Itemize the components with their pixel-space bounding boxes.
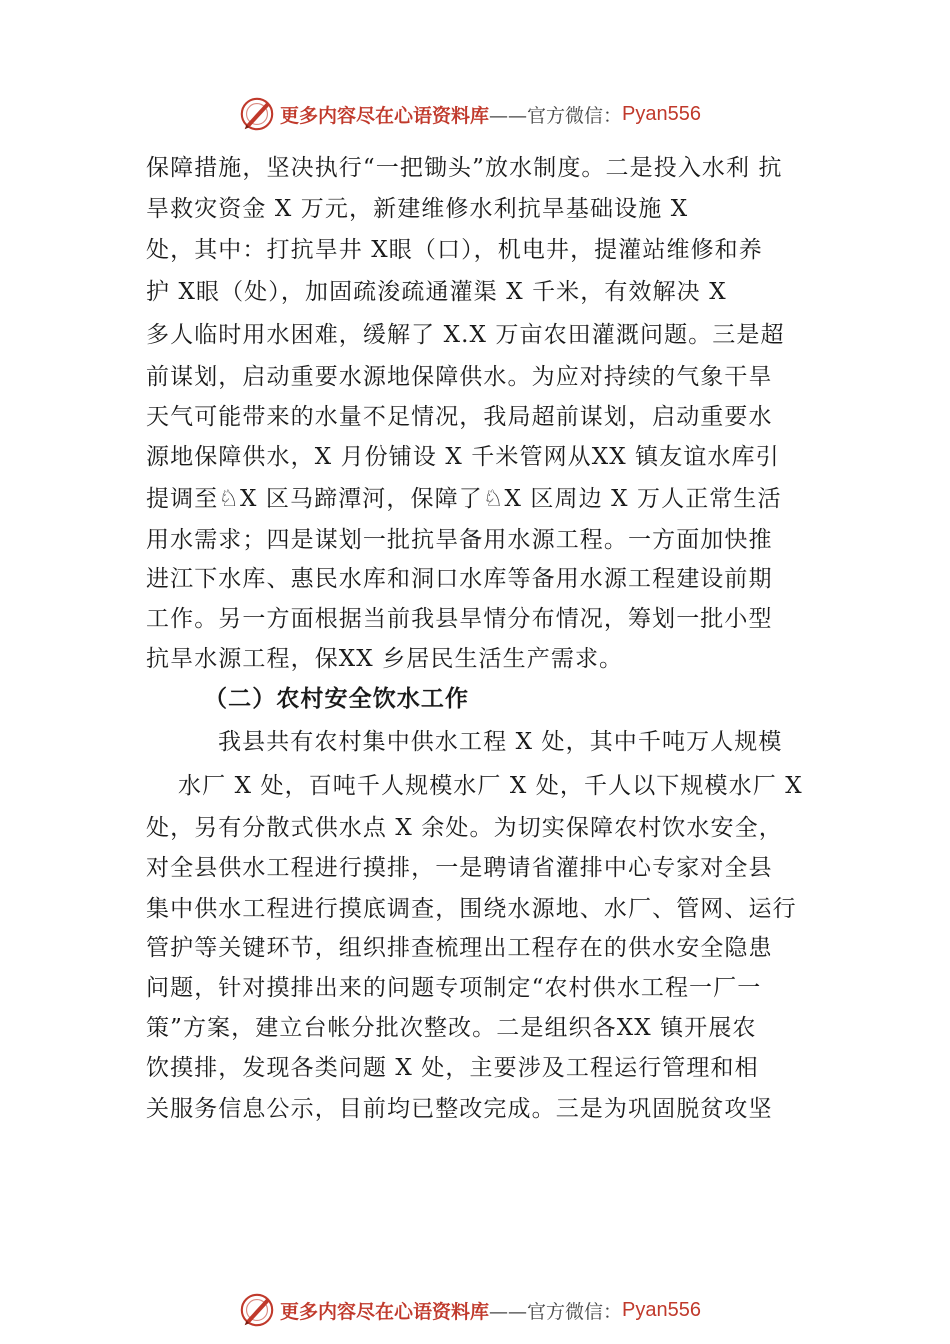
footer-banner [238, 1290, 701, 1330]
body-line: 抗旱水源工程，保XX 乡居民生活生产需求。 [146, 646, 624, 672]
body-line: 水厂 X 处，百吨千人规模水厂 X 处，千人以下规模水厂 X [178, 773, 803, 799]
body-line: 处，其中：打抗旱井 X眼（口），机电井，提灌站维修和养 [146, 237, 763, 263]
body-line: 管护等关键环节，组织排查梳理出工程存在的供水安全隐患 [146, 935, 773, 961]
body-line: 我县共有农村集中供水工程 X 处，其中千吨万人规模 [218, 729, 783, 755]
body-line: 保障措施，坚决执行“一把锄头”放水制度。二是投入水利 抗 [146, 155, 783, 181]
banner-wechat-id: Pyan556 [622, 1298, 701, 1321]
body-line: 源地保障供水，X 月份铺设 X 千米管网从XX 镇友谊水库引 [146, 444, 780, 470]
body-line: 饮摸排，发现各类问题 X 处，主要涉及工程运行管理和相 [146, 1055, 759, 1081]
body-line: 进江下水库、惠民水库和洞口水库等备用水源工程建设前期 [146, 566, 773, 592]
body-line: 多人临时用水困难，缓解了 X.X 万亩农田灌溉问题。三是超 [146, 322, 785, 348]
body-line: 策”方案，建立台帐分批次整改。二是组织各XX 镇开展农 [146, 1015, 757, 1041]
banner-title: 更多内容尽在心语资料库 [280, 1300, 490, 1323]
body-line: 集中供水工程进行摸底调查，围绕水源地、水厂、管网、运行 [146, 896, 797, 922]
body-line: 对全县供水工程进行摸排，一是聘请省灌排中心专家对全县 [146, 855, 773, 881]
banner-wechat-label: ——官方微信： [489, 1300, 623, 1323]
body-line: 护 X眼（处），加固疏浚疏通灌渠 X 千米，有效解决 X [146, 279, 727, 305]
body-line: 关服务信息公示，目前均已整改完成。三是为巩固脱贫攻坚 [146, 1096, 773, 1122]
section-heading: （二）农村安全饮水工作 [204, 685, 470, 712]
body-line: 用水需求；四是谋划一批抗旱备用水源工程。一方面加快推 [146, 527, 773, 553]
banner-title: 更多内容尽在心语资料库 [280, 104, 490, 127]
body-line: 旱救灾资金 X 万元，新建维修水利抗旱基础设施 X [146, 196, 689, 222]
pen-logo-icon [238, 1291, 276, 1329]
body-line: 工作。另一方面根据当前我县旱情分布情况，筹划一批小型 [146, 606, 773, 632]
banner-wechat-id: Pyan556 [622, 102, 701, 125]
body-line: 问题，针对摸排出来的问题专项制定“农村供水工程一厂一 [146, 975, 762, 1001]
body-line: 天气可能带来的水量不足情况，我局超前谋划，启动重要水 [146, 404, 773, 430]
body-line: 前谋划，启动重要水源地保障供水。为应对持续的气象干旱 [146, 364, 773, 390]
pen-logo-icon [238, 95, 276, 133]
body-line: 处，另有分散式供水点 X 余处。为切实保障农村饮水安全， [146, 815, 783, 841]
banner-wechat-label: ——官方微信： [489, 104, 623, 127]
body-line: 提调至♘X 区马蹄潭河，保障了♘X 区周边 X 万人正常生活 [146, 486, 782, 512]
header-banner [238, 94, 701, 134]
